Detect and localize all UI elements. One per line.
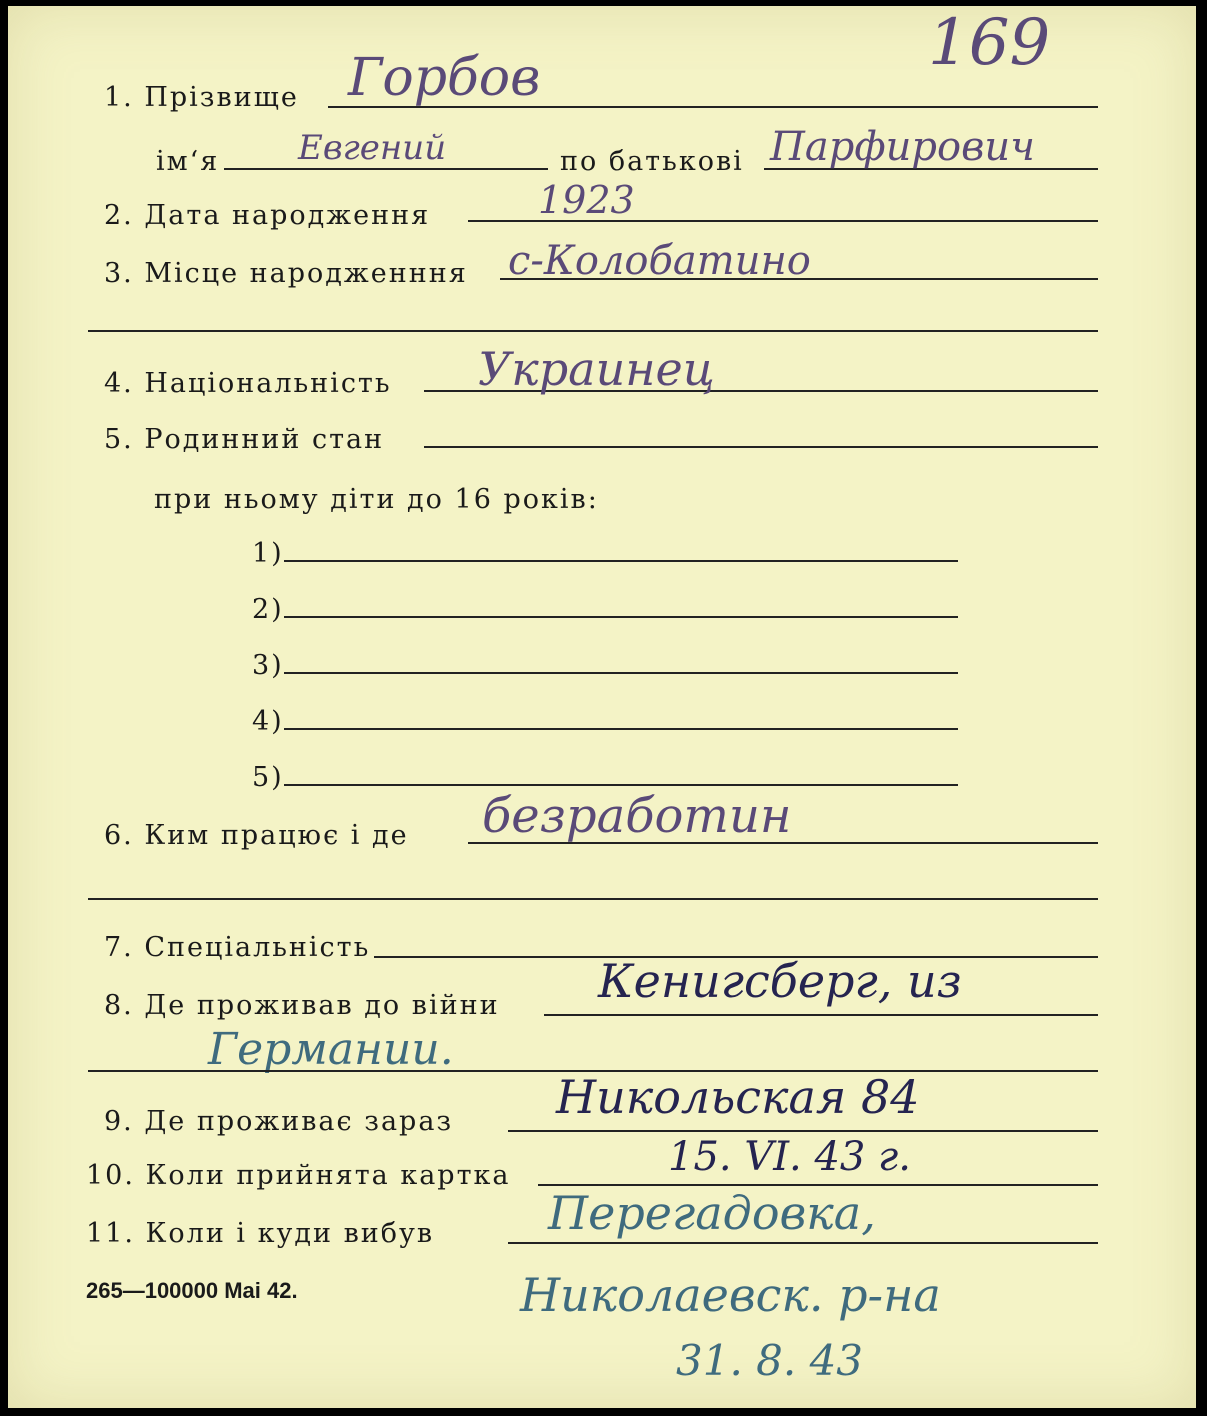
first-name-line (224, 168, 548, 170)
departure-line (508, 1242, 1098, 1244)
nationality-value: Украинец (478, 342, 715, 396)
child-1-line (284, 560, 958, 562)
birth-place-label: 3. Місце народженння (104, 258, 468, 289)
family-status-line (424, 446, 1098, 448)
first-name-label: ім‘я (156, 146, 220, 177)
patronymic-label: по батькові (560, 146, 744, 177)
current-residence-label: 9. Де проживає зараз (104, 1106, 454, 1137)
family-status-label: 5. Родинний стан (104, 424, 385, 455)
current-residence-line (508, 1130, 1098, 1132)
specialty-label: 7. Спеціальність (104, 932, 371, 963)
departure-value-line3: 31. 8. 43 (676, 1336, 864, 1385)
card-accepted-label: 10. Коли прийнята картка (86, 1160, 511, 1191)
birth-date-value: 1923 (538, 178, 635, 222)
child-3-label: 3) (252, 650, 284, 681)
prewar-residence-value: Кенигсберг, из (598, 954, 962, 1008)
birth-place-value: с-Колобатино (508, 238, 811, 284)
departure-value-line1: Перегадовка, (548, 1186, 876, 1240)
children-heading: при ньому діти до 16 років: (154, 484, 599, 515)
work-label: 6. Ким працює і де (104, 820, 409, 851)
departure-label: 11. Коли і куди вибув (86, 1218, 435, 1249)
prewar-residence-label: 8. Де проживав до війни (104, 990, 500, 1021)
first-name-value: Евгений (298, 128, 447, 168)
patronymic-value: Парфирович (770, 124, 1036, 170)
work-line-2 (88, 898, 1098, 900)
surname-label: 1. Прізвище (104, 82, 299, 113)
prewar-residence-line (544, 1014, 1098, 1016)
child-3-line (284, 672, 958, 674)
departure-value-line2: Николаевск. р-на (520, 1268, 941, 1322)
child-4-line (284, 728, 958, 730)
child-1-label: 1) (252, 538, 284, 569)
page-number: 169 (928, 6, 1051, 80)
work-value: безработин (482, 788, 792, 844)
child-2-label: 2) (252, 594, 284, 625)
current-residence-value: Никольская 84 (556, 1070, 920, 1124)
nationality-label: 4. Національність (104, 368, 392, 399)
birth-place-line-2 (88, 330, 1098, 332)
child-5-label: 5) (252, 762, 284, 793)
birth-date-label: 2. Дата народження (104, 200, 431, 231)
child-4-label: 4) (252, 706, 284, 737)
prewar-residence-value-line2: Германии. (208, 1024, 454, 1075)
child-2-line (284, 616, 958, 618)
card-accepted-value: 15. VI. 43 г. (668, 1134, 911, 1180)
surname-value: Горбов (348, 48, 541, 108)
child-5-line (284, 784, 958, 786)
print-code: 265—100000 Mai 42. (86, 1278, 298, 1303)
registration-card (8, 6, 1196, 1408)
